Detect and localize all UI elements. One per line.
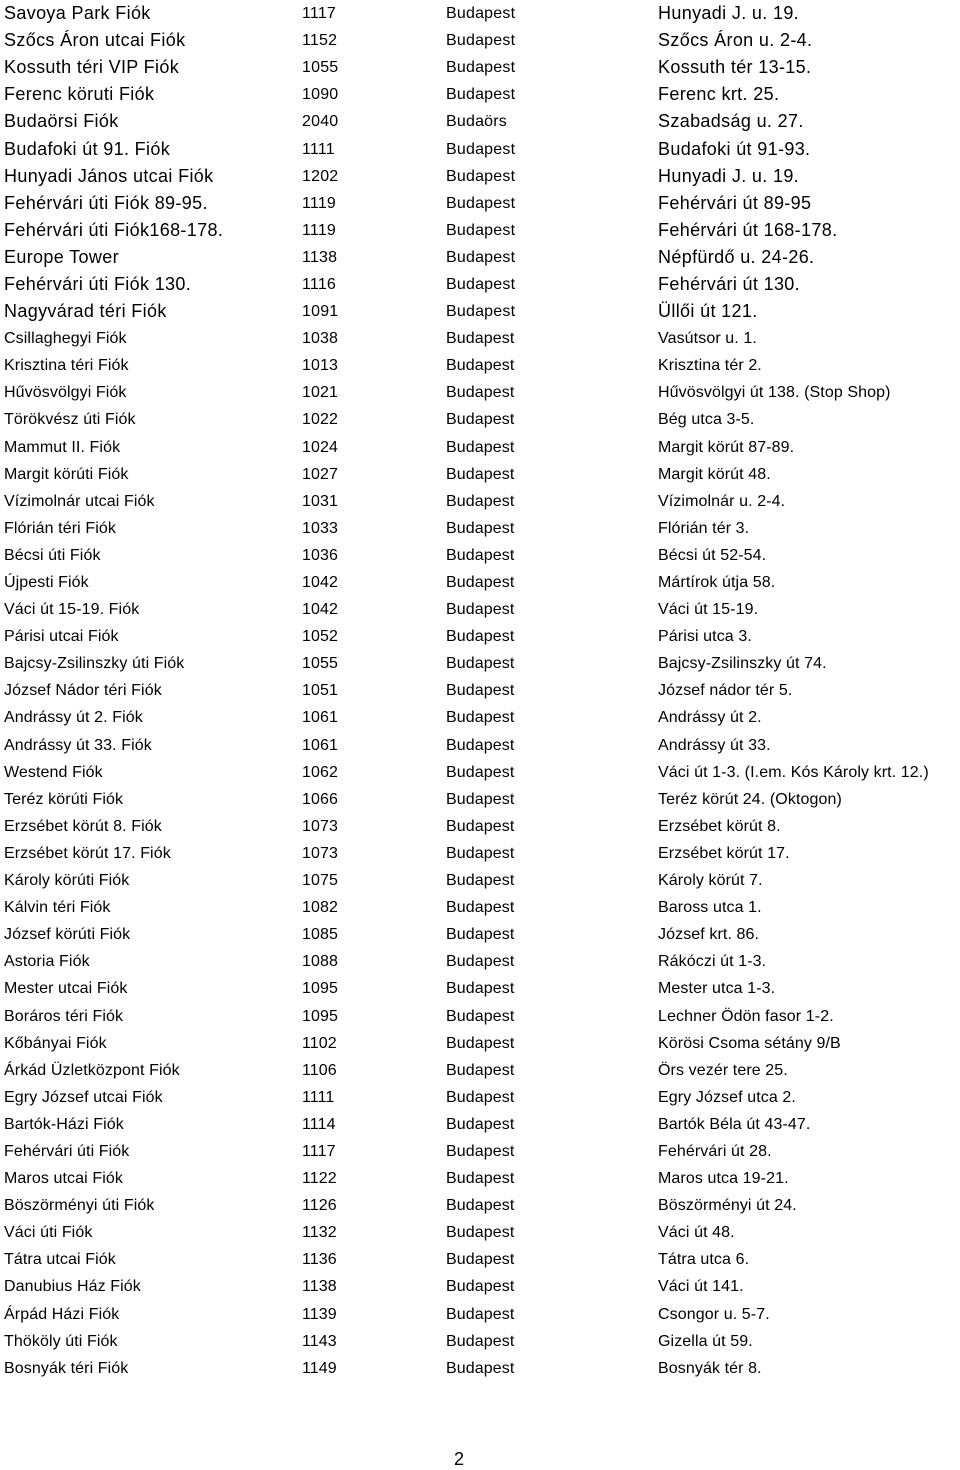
- address-cell: Fehérvári út 28.: [658, 1142, 772, 1160]
- branch-name-cell: Bartók-Házi Fiók: [4, 1115, 124, 1133]
- postal-code-cell: 1085: [302, 926, 338, 944]
- city-cell: Budapest: [446, 1251, 515, 1269]
- city-cell: Budapest: [446, 248, 516, 266]
- branch-row: [4, 1165, 960, 1192]
- postal-code-cell: 1061: [302, 736, 338, 754]
- address-cell: Mester utca 1-3.: [658, 980, 776, 998]
- postal-code-cell: 1027: [302, 465, 338, 483]
- branch-row: [4, 569, 960, 596]
- address-cell: Népfürdő u. 24-26.: [658, 246, 815, 267]
- branch-row: [4, 813, 960, 840]
- city-cell: Budapest: [446, 546, 515, 564]
- postal-code-cell: 1013: [302, 357, 338, 375]
- address-cell: Baross utca 1.: [658, 899, 762, 917]
- postal-code-cell: 1042: [302, 601, 338, 619]
- address-cell: Hunyadi J. u. 19.: [658, 3, 800, 24]
- postal-code-cell: 1132: [302, 1224, 337, 1242]
- branch-row: [4, 325, 960, 352]
- branch-name-cell: Erzsébet körút 17. Fiók: [4, 844, 171, 862]
- postal-code-cell: 1024: [302, 438, 338, 456]
- address-cell: Erzsébet körút 8.: [658, 817, 781, 835]
- branch-row: [4, 948, 960, 975]
- branch-row: [4, 271, 960, 298]
- address-cell: Károly körút 7.: [658, 872, 763, 890]
- branch-row: [4, 352, 960, 379]
- postal-code-cell: 2040: [302, 113, 339, 131]
- address-cell: Bég utca 3-5.: [658, 411, 755, 429]
- address-cell: Bajcsy-Zsilinszky út 74.: [658, 655, 827, 673]
- branch-row: [4, 704, 960, 731]
- branch-name-cell: Westend Fiók: [4, 763, 103, 781]
- branch-name-cell: Boráros téri Fiók: [4, 1007, 124, 1025]
- address-cell: Margit körút 48.: [658, 465, 771, 483]
- branch-name-cell: Böszörményi úti Fiók: [4, 1197, 155, 1215]
- postal-code-cell: 1073: [302, 844, 338, 862]
- postal-code-cell: 1042: [302, 574, 338, 592]
- city-cell: Budaörs: [446, 113, 507, 131]
- city-cell: Budapest: [446, 736, 515, 754]
- address-cell: Teréz körút 24. (Oktogon): [658, 790, 842, 808]
- postal-code-cell: 1052: [302, 628, 338, 646]
- address-cell: Vasútsor u. 1.: [658, 330, 757, 348]
- city-cell: Budapest: [446, 357, 515, 375]
- branch-name-cell: Váci út 15-19. Fiók: [4, 601, 140, 619]
- postal-code-cell: 1114: [302, 1115, 336, 1133]
- address-cell: Budafoki út 91-93.: [658, 138, 811, 159]
- city-cell: Budapest: [446, 1197, 515, 1215]
- city-cell: Budapest: [446, 275, 516, 293]
- address-cell: Gizella út 59.: [658, 1332, 753, 1350]
- address-cell: Kossuth tér 13-15.: [658, 57, 812, 78]
- address-cell: Bécsi út 52-54.: [658, 546, 767, 564]
- address-cell: Tátra utca 6.: [658, 1251, 750, 1269]
- address-cell: Hunyadi J. u. 19.: [658, 165, 800, 186]
- city-cell: Budapest: [446, 59, 516, 77]
- branch-name-cell: Thököly úti Fiók: [4, 1332, 118, 1350]
- branch-name-cell: Törökvész úti Fiók: [4, 411, 136, 429]
- postal-code-cell: 1082: [302, 899, 338, 917]
- address-cell: Bosnyák tér 8.: [658, 1359, 762, 1377]
- branch-name-cell: Astoria Fiók: [4, 953, 90, 971]
- address-cell: Örs vezér tere 25.: [658, 1061, 788, 1079]
- address-cell: Váci út 141.: [658, 1278, 744, 1296]
- branch-name-cell: Flórián téri Fiók: [4, 519, 116, 537]
- branch-row: [4, 379, 960, 406]
- branch-name-cell: Fehérvári úti Fiók168-178.: [4, 219, 224, 240]
- branch-row: [4, 1111, 960, 1138]
- page-number: 2: [453, 1449, 464, 1469]
- postal-code-cell: 1111: [302, 1088, 335, 1106]
- city-cell: Budapest: [446, 844, 515, 862]
- city-cell: Budapest: [446, 519, 515, 537]
- postal-code-cell: 1088: [302, 953, 338, 971]
- postal-code-cell: 1136: [302, 1251, 337, 1269]
- city-cell: Budapest: [446, 817, 515, 835]
- branch-name-cell: Bécsi úti Fiók: [4, 546, 101, 564]
- address-cell: Krisztina tér 2.: [658, 357, 762, 375]
- address-cell: Margit körút 87-89.: [658, 438, 795, 456]
- postal-code-cell: 1073: [302, 817, 338, 835]
- address-cell: Körösi Csoma sétány 9/B: [658, 1034, 841, 1052]
- branch-name-cell: Fehérvári úti Fiók 130.: [4, 273, 192, 294]
- address-cell: Vízimolnár u. 2-4.: [658, 492, 786, 510]
- branch-row: [4, 921, 960, 948]
- branch-row: [4, 975, 960, 1002]
- branch-row: [4, 298, 960, 325]
- branch-name-cell: Hűvösvölgyi Fiók: [4, 384, 127, 402]
- address-cell: Andrássy út 33.: [658, 736, 771, 754]
- address-cell: Váci út 1-3. (I.em. Kós Károly krt. 12.): [658, 763, 929, 781]
- branch-name-cell: Andrássy út 2. Fiók: [4, 709, 143, 727]
- branch-name-cell: Kálvin téri Fiók: [4, 899, 111, 917]
- address-cell: Lechner Ödön fasor 1-2.: [658, 1007, 834, 1025]
- postal-code-cell: 1022: [302, 411, 338, 429]
- branch-row: [4, 217, 960, 244]
- postal-code-cell: 1117: [302, 5, 337, 23]
- address-cell: Fehérvári út 130.: [658, 273, 801, 294]
- postal-code-cell: 1126: [302, 1197, 337, 1215]
- postal-code-cell: 1095: [302, 980, 338, 998]
- branch-name-cell: Árpád Házi Fiók: [4, 1305, 120, 1323]
- branch-row: [4, 190, 960, 217]
- branch-name-cell: Andrássy út 33. Fiók: [4, 736, 152, 754]
- branch-row: [4, 0, 960, 27]
- city-cell: Budapest: [446, 1142, 515, 1160]
- postal-code-cell: 1138: [302, 1278, 337, 1296]
- city-cell: Budapest: [446, 438, 515, 456]
- branch-row: [4, 406, 960, 433]
- address-cell: Böszörményi út 24.: [658, 1197, 797, 1215]
- branch-name-cell: Károly körúti Fiók: [4, 872, 130, 890]
- branch-row: [4, 867, 960, 894]
- address-cell: Ferenc krt. 25.: [658, 84, 780, 105]
- postal-code-cell: 1119: [302, 221, 337, 239]
- branch-name-cell: József körúti Fiók: [4, 926, 131, 944]
- branch-name-cell: Egry József utcai Fiók: [4, 1088, 163, 1106]
- city-cell: Budapest: [446, 574, 515, 592]
- postal-code-cell: 1033: [302, 519, 338, 537]
- postal-code-cell: 1202: [302, 167, 339, 185]
- city-cell: Budapest: [446, 899, 515, 917]
- branch-row: [4, 759, 960, 786]
- branch-row: [4, 786, 960, 813]
- branch-name-cell: Fehérvári úti Fiók: [4, 1142, 130, 1160]
- branch-name-cell: Bosnyák téri Fiók: [4, 1359, 129, 1377]
- postal-code-cell: 1119: [302, 194, 337, 212]
- branch-name-cell: Nagyvárad téri Fiók: [4, 301, 167, 322]
- branch-row: [4, 1192, 960, 1219]
- postal-code-cell: 1117: [302, 1142, 336, 1160]
- address-cell: Fehérvári út 168-178.: [658, 219, 838, 240]
- address-cell: Váci út 15-19.: [658, 601, 759, 619]
- address-cell: Rákóczi út 1-3.: [658, 953, 767, 971]
- branch-name-cell: Ferenc köruti Fiók: [4, 84, 155, 105]
- city-cell: Budapest: [446, 1088, 515, 1106]
- city-cell: Budapest: [446, 167, 516, 185]
- city-cell: Budapest: [446, 655, 515, 673]
- address-cell: Hűvösvölgyi út 138. (Stop Shop): [658, 384, 891, 402]
- branch-row: [4, 542, 960, 569]
- city-cell: Budapest: [446, 763, 515, 781]
- branch-name-cell: Kőbányai Fiók: [4, 1034, 107, 1052]
- branch-name-cell: Vízimolnár utcai Fiók: [4, 492, 155, 510]
- address-cell: Mártírok útja 58.: [658, 574, 776, 592]
- branch-row: [4, 1246, 960, 1273]
- postal-code-cell: 1149: [302, 1359, 337, 1377]
- city-cell: Budapest: [446, 709, 515, 727]
- postal-code-cell: 1095: [302, 1007, 338, 1025]
- branch-row: [4, 1138, 960, 1165]
- branch-table: [4, 0, 960, 1382]
- branch-row: [4, 1273, 960, 1300]
- branch-name-cell: Árkád Üzletközpont Fiók: [4, 1061, 180, 1079]
- city-cell: Budapest: [446, 330, 515, 348]
- address-cell: Váci út 48.: [658, 1224, 735, 1242]
- city-cell: Budapest: [446, 682, 515, 700]
- city-cell: Budapest: [446, 1359, 515, 1377]
- branch-row: [4, 623, 960, 650]
- postal-code-cell: 1091: [302, 303, 339, 321]
- branch-row: [4, 27, 960, 54]
- branch-name-cell: Mester utcai Fiók: [4, 980, 128, 998]
- city-cell: Budapest: [446, 953, 515, 971]
- postal-code-cell: 1143: [302, 1332, 337, 1350]
- address-cell: Bartók Béla út 43-47.: [658, 1115, 811, 1133]
- postal-code-cell: 1021: [302, 384, 338, 402]
- branch-name-cell: József Nádor téri Fiók: [4, 682, 162, 700]
- postal-code-cell: 1116: [302, 275, 337, 293]
- branch-row: [4, 81, 960, 108]
- branch-name-cell: Mammut II. Fiók: [4, 438, 121, 456]
- branch-row: [4, 461, 960, 488]
- postal-code-cell: 1122: [302, 1170, 337, 1188]
- city-cell: Budapest: [446, 384, 515, 402]
- address-cell: József krt. 86.: [658, 926, 760, 944]
- branch-name-cell: Párisi utcai Fiók: [4, 628, 119, 646]
- branch-row: [4, 54, 960, 81]
- city-cell: Budapest: [446, 492, 515, 510]
- address-cell: Fehérvári út 89-95: [658, 192, 812, 213]
- city-cell: Budapest: [446, 1305, 515, 1323]
- branch-name-cell: Tátra utcai Fiók: [4, 1251, 116, 1269]
- postal-code-cell: 1062: [302, 763, 338, 781]
- branch-row: [4, 1030, 960, 1057]
- branch-row: [4, 1301, 960, 1328]
- city-cell: Budapest: [446, 194, 516, 212]
- city-cell: Budapest: [446, 1007, 515, 1025]
- branch-name-cell: Újpesti Fiók: [4, 574, 89, 592]
- city-cell: Budapest: [446, 32, 516, 50]
- address-cell: Csongor u. 5-7.: [658, 1305, 770, 1323]
- branch-name-cell: Margit körúti Fiók: [4, 465, 129, 483]
- address-cell: Maros utca 19-21.: [658, 1170, 789, 1188]
- postal-code-cell: 1106: [302, 1061, 337, 1079]
- city-cell: Budapest: [446, 1061, 515, 1079]
- branch-name-cell: Csillaghegyi Fiók: [4, 330, 127, 348]
- address-cell: József nádor tér 5.: [658, 682, 793, 700]
- postal-code-cell: 1061: [302, 709, 338, 727]
- branch-name-cell: Váci úti Fiók: [4, 1224, 93, 1242]
- branch-row: [4, 732, 960, 759]
- address-cell: Erzsébet körút 17.: [658, 844, 790, 862]
- city-cell: Budapest: [446, 1278, 515, 1296]
- city-cell: Budapest: [446, 140, 516, 158]
- branch-row: [4, 1328, 960, 1355]
- branch-name-cell: Savoya Park Fiók: [4, 3, 151, 24]
- branch-name-cell: Fehérvári úti Fiók 89-95.: [4, 192, 208, 213]
- address-cell: Egry József utca 2.: [658, 1088, 796, 1106]
- city-cell: Budapest: [446, 465, 515, 483]
- address-cell: Szabadság u. 27.: [658, 111, 804, 132]
- city-cell: Budapest: [446, 1224, 515, 1242]
- city-cell: Budapest: [446, 872, 515, 890]
- city-cell: Budapest: [446, 790, 515, 808]
- postal-code-cell: 1090: [302, 86, 339, 104]
- city-cell: Budapest: [446, 5, 516, 23]
- city-cell: Budapest: [446, 1034, 515, 1052]
- branch-name-cell: Europe Tower: [4, 246, 119, 267]
- branch-row: [4, 163, 960, 190]
- postal-code-cell: 1075: [302, 872, 338, 890]
- postal-code-cell: 1055: [302, 59, 339, 77]
- branch-row: [4, 1057, 960, 1084]
- address-cell: Flórián tér 3.: [658, 519, 750, 537]
- postal-code-cell: 1139: [302, 1305, 337, 1323]
- city-cell: Budapest: [446, 86, 516, 104]
- city-cell: Budapest: [446, 1332, 515, 1350]
- city-cell: Budapest: [446, 601, 515, 619]
- branch-row: [4, 1219, 960, 1246]
- branch-row: [4, 596, 960, 623]
- postal-code-cell: 1138: [302, 248, 338, 266]
- branch-name-cell: Bajcsy-Zsilinszky úti Fiók: [4, 655, 185, 673]
- postal-code-cell: 1051: [302, 682, 338, 700]
- branch-table-body: [4, 0, 960, 1382]
- postal-code-cell: 1102: [302, 1034, 337, 1052]
- branch-name-cell: Teréz körúti Fiók: [4, 790, 124, 808]
- branch-name-cell: Szőcs Áron utcai Fiók: [4, 30, 186, 51]
- branch-row: [4, 1355, 960, 1382]
- address-cell: Szőcs Áron u. 2-4.: [658, 30, 813, 51]
- branch-name-cell: Maros utcai Fiók: [4, 1170, 123, 1188]
- branch-name-cell: Budaörsi Fiók: [4, 111, 119, 132]
- city-cell: Budapest: [446, 221, 516, 239]
- city-cell: Budapest: [446, 628, 515, 646]
- postal-code-cell: 1066: [302, 790, 338, 808]
- postal-code-cell: 1055: [302, 655, 338, 673]
- postal-code-cell: 1111: [302, 140, 335, 158]
- branch-row: [4, 108, 960, 135]
- city-cell: Budapest: [446, 980, 515, 998]
- postal-code-cell: 1038: [302, 330, 338, 348]
- branch-row: [4, 840, 960, 867]
- branch-name-cell: Budafoki út 91. Fiók: [4, 138, 171, 159]
- city-cell: Budapest: [446, 411, 515, 429]
- city-cell: Budapest: [446, 1170, 515, 1188]
- branch-name-cell: Danubius Ház Fiók: [4, 1278, 141, 1296]
- branch-name-cell: Hunyadi János utcai Fiók: [4, 165, 214, 186]
- branch-name-cell: Erzsébet körút 8. Fiók: [4, 817, 162, 835]
- postal-code-cell: 1031: [302, 492, 338, 510]
- address-cell: Andrássy út 2.: [658, 709, 762, 727]
- address-cell: Párisi utca 3.: [658, 628, 752, 646]
- city-cell: Budapest: [446, 1115, 515, 1133]
- branch-row: [4, 434, 960, 461]
- postal-code-cell: 1036: [302, 546, 338, 564]
- city-cell: Budapest: [446, 303, 516, 321]
- branch-name-cell: Krisztina téri Fiók: [4, 357, 129, 375]
- postal-code-cell: 1152: [302, 32, 338, 50]
- branch-row: [4, 1084, 960, 1111]
- branch-row: [4, 894, 960, 921]
- address-cell: Üllői út 121.: [658, 301, 758, 322]
- branch-row: [4, 135, 960, 162]
- branch-row: [4, 650, 960, 677]
- branch-row: [4, 515, 960, 542]
- branch-row: [4, 1002, 960, 1029]
- city-cell: Budapest: [446, 926, 515, 944]
- branch-row: [4, 677, 960, 704]
- branch-row: [4, 488, 960, 515]
- branch-name-cell: Kossuth téri VIP Fiók: [4, 57, 180, 78]
- branch-row: [4, 244, 960, 271]
